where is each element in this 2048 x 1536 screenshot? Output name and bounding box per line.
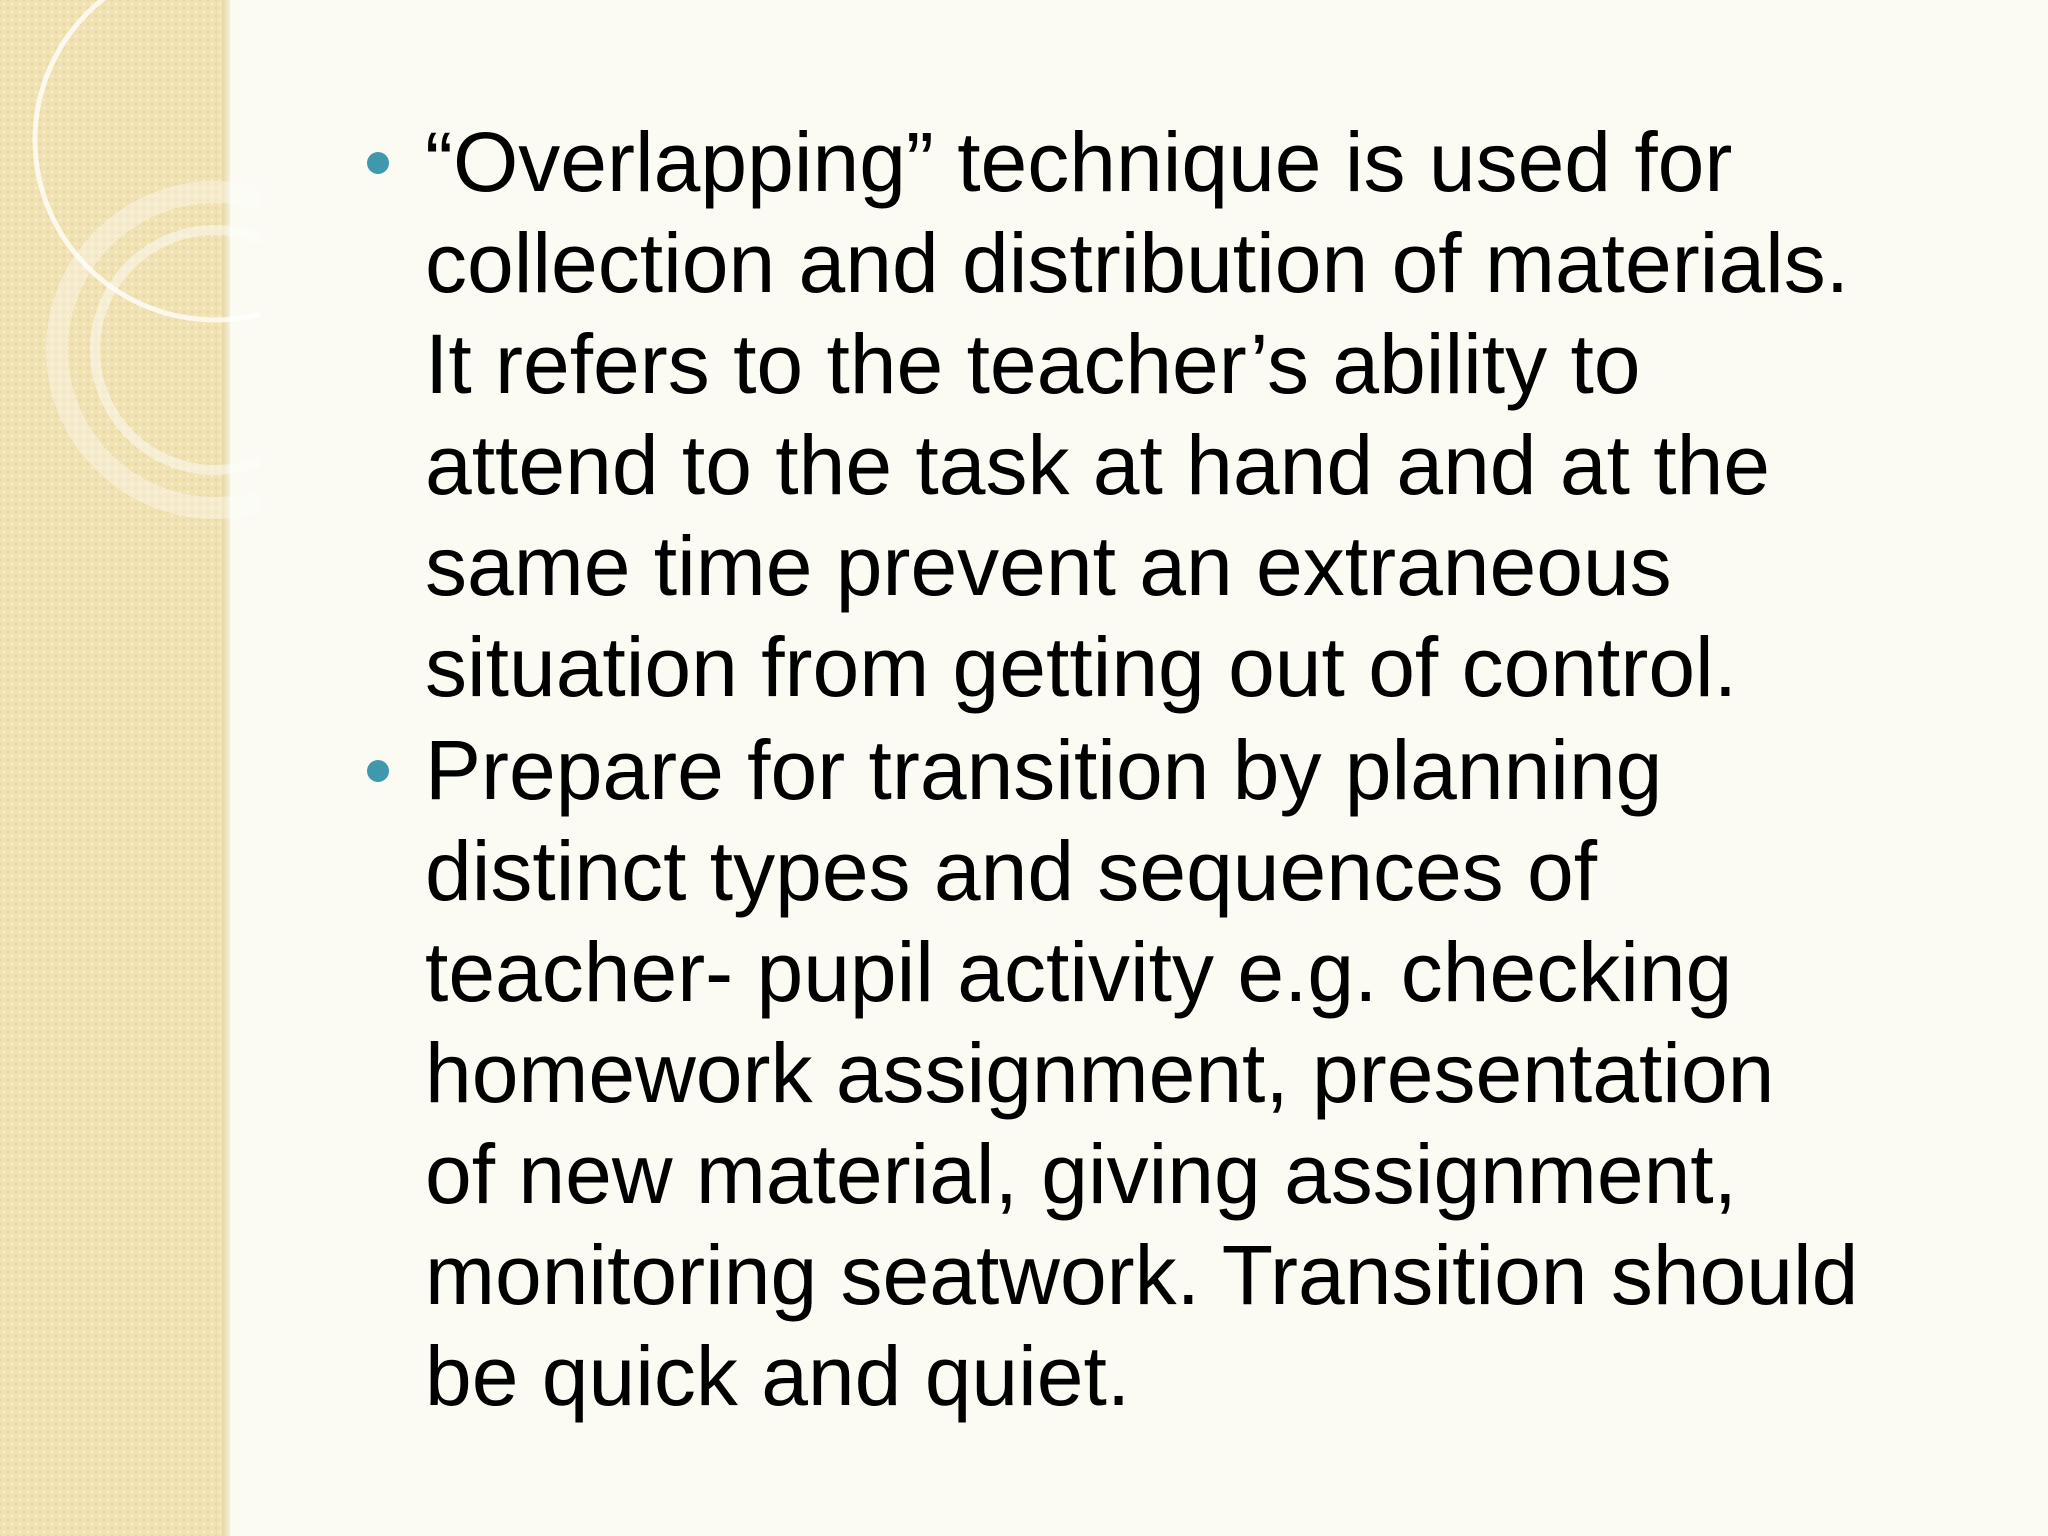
thick-ring-inner	[95, 230, 260, 470]
bullet-dot-icon	[367, 760, 389, 782]
decorative-rings	[0, 0, 260, 520]
bullet-item-transition	[355, 720, 2005, 1427]
slide-body	[355, 112, 2005, 1429]
bullet-text: “Overlapping” technique is used for collection and distribution of materials. It refers to the teacher’s ability to attend to the task at hand and at the same time prevent an extraneous situation from getting out of control.	[425, 115, 1850, 714]
bullet-text: Prepare for transition by planning distinct types and sequences of teacher- pupil activity e.g. checking homework assignment, presentation of new material, giving assignment, monitoring seatwork. Transition should be quick and quiet.	[425, 723, 1859, 1423]
bullet-item-overlapping	[355, 112, 2005, 718]
bullet-dot-icon	[367, 152, 389, 174]
